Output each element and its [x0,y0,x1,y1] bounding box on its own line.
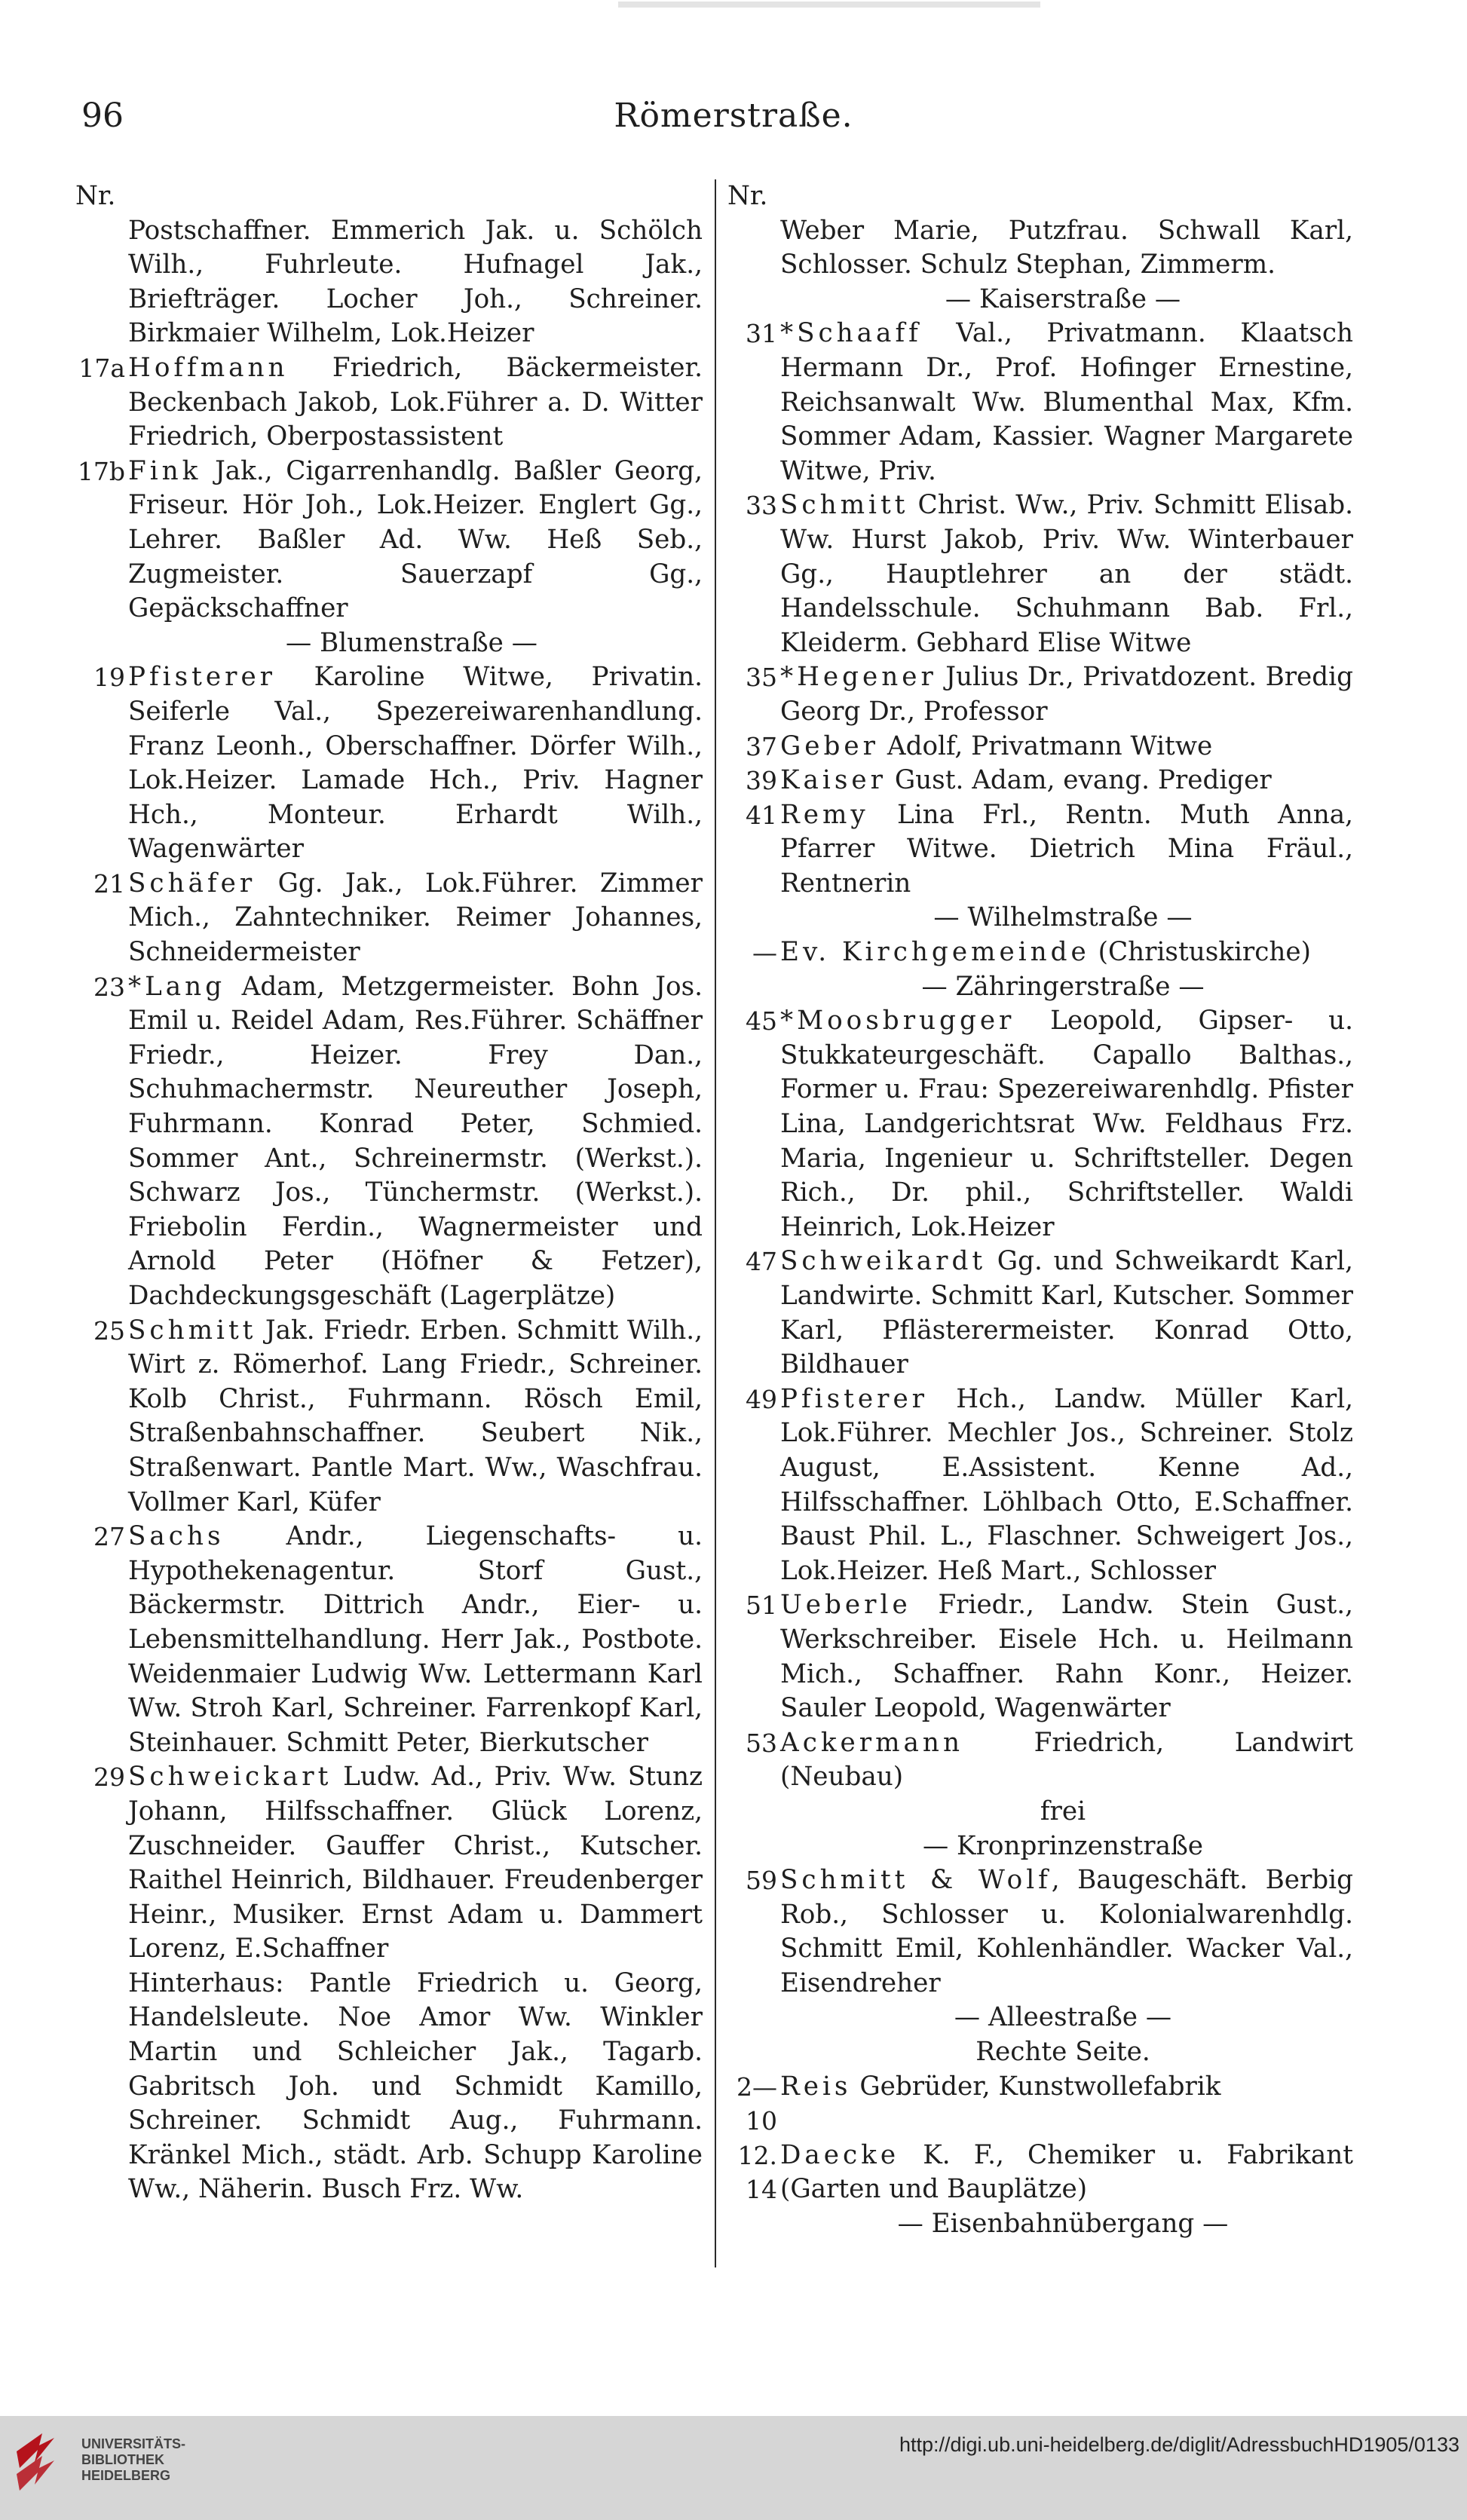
footer-band [0,2416,1467,2520]
entry-text [780,2070,1353,2139]
address-entry [75,660,703,867]
residents-text: Friedr., Landw. Stein Gust., Werkschreiber. Eisele Hch. u. Heilmann Mich., Schaffner. Rahn Konr., Heizer. Sauler Leopold, Wagenwärter [780,1590,1353,1724]
residents-text: K. F., Chemiker u. Fabrikant (Garten und Bauplätze) [780,2139,1353,2205]
entry-text [128,214,703,351]
residents-text: , Baugeschäft. Berbig Rob., Schlosser u. Kolonialwarenhdlg. Schmitt Emil, Kohlenhändler. Wacker Val., Eisendreher [780,1865,1353,1998]
residents-text: (Christuskirche) [1089,937,1311,968]
residents-text: Christ. Ww., Priv. Schmitt Elisab. Ww. Hurst Jakob, Priv. Ww. Winterbauer Gg., Hauptlehrer an der städt. Handelsschule. Schuhmann Bab. Frl., Kleiderm. Gebhard Elise Witwe [780,490,1353,658]
owner-name: Ackermann [780,1727,963,1758]
entry-text [780,764,1353,798]
page-number: 96 [81,96,124,135]
address-entry [727,214,1353,283]
entry-text [780,660,1353,729]
residents-text: Gg. und Schweikardt Karl, Landwirte. Schmitt Karl, Kutscher. Sommer Karl, Pflästerermeister. Konrad Otto, Bildhauer [780,1246,1353,1380]
address-entry [727,798,1353,902]
residents-text: Leopold, Gipser- u. Stukkateurgeschäft. Capallo Balthas., Former u. Frau: Spezereiwarenhdlg. Pfister Lina, Landgerichtsrat Ww. Feldhaus Frz. Maria, Ingenieur u. Schriftsteller. Degen Rich., Dr. phil., Schriftsteller. Waldi Heinrich, Lok.Heizer [780,1006,1353,1242]
owner-name: Ueberle [780,1590,911,1621]
house-number: 21 [93,868,125,899]
owner-name: Reis [780,2071,852,2102]
residents-text: Gg. Jak., Lok.Führer. Zimmer Mich., Zahntechniker. Reimer Johannes, Schneidermeister [128,868,703,968]
library-name [81,2436,185,2484]
street-heading: — Eisenbahnübergang — [897,2209,1229,2240]
owner-name: Sachs [128,1521,225,1552]
owner-name: Pfisterer [780,1383,929,1414]
residents-text: Adam, Metzgermeister. Bohn Jos. Emil u. Reidel Adam, Res.Führer. Schäffner Friedr., Heizer. Frey Dan., Schuhmachermstr. Neureuther Joseph, Fuhrmann. Konrad Peter, Schmied. Sommer Ant., Schreinermstr. (Werkst.). Schwarz Jos., Tünchermstr. (Werkst.). Friebolin Ferdin., Wagnermeister und Arnold Peter (Höfner & Fetzer), Dachdeckungsgeschäft (Lagerplätze) [128,971,703,1311]
house-number: 27 [93,1522,125,1552]
entry-text [128,660,703,867]
residents-text: Hinterhaus: Pantle Friedrich u. Georg, Handelsleute. Noe Amor Ww. Winkler Martin und Schleicher Jak., Tagarb. Gabritsch Joh. und Schmidt Kamillo, Schreiner. Schmidt Aug., Fuhrmann. Kränkel Mich., städt. Arb. Schupp Karoline Ww., Näherin. Busch Frz. Ww. [128,1967,703,2205]
street-heading: — Wilhelmstraße — [933,902,1193,933]
source-url-link[interactable]: http://digi.ub.uni-heidelberg.de/diglit/AdressbuchHD1905/0133 [899,2433,1459,2456]
library-name-line: BIBLIOTHEK [81,2452,164,2467]
entry-text [780,1588,1353,1725]
address-entry [75,455,703,626]
owner-name: Geber [780,730,880,761]
house-number: 19 [93,663,125,693]
house-number: — [752,938,777,968]
house-number: 39 [746,766,777,796]
house-number: 12. 14 [737,2140,777,2205]
address-entry [727,1382,1353,1589]
residents-text: Andr., Liegenschafts- u. Hypothekenagentur. Storf Gust., Bäckermstr. Dittrich Andr., Eier- u. Lebensmittelhandlung. Herr Jak., Postbote. Weidenmaier Ludwig Ww. Lettermann Karl Ww. Stroh Karl, Schreiner. Farrenkopf Karl, Steinhauer. Schmitt Peter, Bierkutscher [128,1521,703,1758]
address-entry [727,317,1353,488]
entry-text [780,2139,1353,2207]
house-number: 29 [93,1762,125,1793]
residents-text: Postschaffner. Emmerich Jak. u. Schölch Wilh., Fuhrleute. Hufnagel Jak., Briefträger. Locher Joh., Schreiner. Birkmaier Wilhelm, Lok.Heizer [128,215,703,349]
street-heading: — Zähringerstraße — [921,971,1205,1002]
house-number: 59 [746,1866,777,1896]
entry-text [780,730,1353,764]
owner-name: Schmitt [128,1315,257,1346]
house-number: 33 [746,491,777,521]
entry-text [128,351,703,455]
owner-name: Kaiser [780,765,887,796]
residents-text: Friedrich, Bäckermeister. Beckenbach Jakob, Lok.Führer a. D. Witter Friedrich, Oberpostassistent [128,352,703,452]
house-number: 31 [746,319,777,349]
address-entry [75,1760,703,1967]
owner-name: Hoffmann [128,352,289,383]
house-number [727,214,780,283]
entry-text [128,867,703,970]
entry-text [780,798,1353,902]
address-entry [727,2070,1353,2139]
column-divider [715,179,716,2267]
address-entry [75,1314,703,1520]
library-name-line: UNIVERSITÄTS- [81,2436,186,2451]
address-entry [727,660,1353,729]
house-number: 53 [746,1728,777,1758]
centered-note: Rechte Seite. [975,2037,1150,2068]
house-number: 37 [746,731,777,761]
owner-name: Schäfer [128,868,256,899]
address-entry [75,970,703,1314]
residents-text: Val., Privatmann. Klaatsch Hermann Dr., Prof. Hofinger Ernestine, Reichsanwalt Ww. Blumenthal Max, Kfm. Sommer Adam, Kassier. Wagner Margarete Witwe, Priv. [780,318,1353,486]
centered-note: frei [1040,1796,1086,1826]
owner-name: *Schaaff [780,318,922,349]
owner-name: *Moosbrugger [780,1006,1015,1036]
entry-text [780,1004,1353,1245]
residents-text: Weber Marie, Putzfrau. Schwall Karl, Schlosser. Schulz Stephan, Zimmerm. [780,215,1353,280]
residents-text: Adolf, Privatmann Witwe [879,730,1213,761]
residents-text: Jak., Cigarrenhandlg. Baßler Georg, Friseur. Hör Joh., Lok.Heizer. Englert Gg., Lehrer. Baßler Ad. Ww. Heß Seb., Zugmeister. Sauerzapf Gg., Gepäckschaffner [128,455,703,624]
owner-name: *Lang [128,971,226,1002]
entry-text [780,1863,1353,2001]
street-heading: — Kaiserstraße — [945,283,1181,314]
address-entry [75,1967,703,2207]
library-logo-icon [12,2429,59,2504]
entry-text [780,214,1353,283]
address-entry [727,1004,1353,1245]
address-entry [727,2139,1353,2207]
residents-text: Lina Frl., Rentn. Muth Anna, Pfarrer Witwe. Dietrich Mina Fräul., Rentnerin [780,799,1353,899]
house-number: 45 [746,1006,777,1036]
house-number [75,214,128,351]
address-entry [727,764,1353,798]
house-number: 17a [78,353,125,383]
owner-name: Schmitt [780,490,909,521]
house-number: 2—10 [737,2071,777,2136]
residents-text: Friedrich, Landwirt (Neubau) [780,1727,1353,1793]
entry-text [128,1520,703,1760]
entry-text [128,1314,703,1520]
address-entry [727,1863,1353,2001]
library-name-line: HEIDELBERG [81,2468,171,2483]
house-number: 35 [746,663,777,693]
address-entry [75,214,703,351]
residents-text: Gust. Adam, evang. Prediger [886,765,1272,796]
house-number: 47 [746,1247,777,1277]
column-header-number: Nr. [727,181,768,211]
address-entry [727,1588,1353,1725]
owner-name: Ev. Kirchgemeinde [780,937,1090,968]
house-number: 49 [746,1384,777,1414]
owner-name: Schweikardt [780,1246,987,1277]
house-number [75,1967,128,2207]
house-number: 17b [77,456,125,486]
page-title: Römerstraße. [614,96,853,135]
entry-text [780,1245,1353,1382]
entry-text [128,1967,703,2207]
residents-text: Hch., Landw. Müller Karl, Lok.Führer. Mechler Jos., Schreiner. Stolz August, E.Assistent. Kenne Ad., Hilfsschaffner. Löhlbach Otto, E.Schaffner. Baust Phil. L., Flaschner. Schweigert Jos., Lok.Heizer. Heß Mart., Schlosser [780,1383,1353,1586]
address-entry [75,351,703,455]
left-column [75,179,703,2267]
owner-name: Fink [128,455,202,486]
house-number: 23 [93,972,125,1002]
owner-name: Pfisterer [128,662,277,693]
residents-text: Karoline Witwe, Privatin. Seiferle Val., Spezereiwarenhandlung. Franz Leonh., Oberschaffner. Dörfer Wilh., Lok.Heizer. Lamade Hch., Priv. Hagner Hch., Monteur. Erhardt Wilh., Wagenwärter [128,662,703,865]
entry-text [128,1760,703,1967]
column-header-number: Nr. [75,181,116,211]
address-entry [727,488,1353,660]
owner-name: Remy [780,799,869,830]
residents-text: Gebrüder, Kunstwollefabrik [851,2071,1221,2102]
address-entry [727,730,1353,764]
entry-text [128,970,703,1314]
entry-text [780,317,1353,488]
address-entry [727,1245,1353,1382]
owner-name: Daecke [780,2139,900,2170]
entry-text [780,488,1353,660]
street-heading: — Blumenstraße — [286,627,537,658]
address-entry [727,935,1353,970]
entry-text [128,455,703,626]
right-column [727,179,1353,2267]
residents-text: Jak. Friedr. Erben. Schmitt Wilh., Wirt z. Römerhof. Lang Friedr., Schreiner. Kolb Christ., Fuhrmann. Rösch Emil, Straßenbahnschaffner. Seubert Nik., Straßenwart. Pantle Mart. Ww., Waschfrau. Vollmer Karl, Küfer [128,1315,703,1517]
address-entry [75,867,703,970]
residents-text: Ludw. Ad., Priv. Ww. Stunz Johann, Hilfsschaffner. Glück Lorenz, Zuschneider. Gauffer Christ., Kutscher. Raithel Heinrich, Bildhauer. Freudenberger Heinr., Musiker. Ernst Adam u. Dammert Lorenz, E.Schaffner [128,1762,703,1964]
owner-name: *Hegener [780,662,937,693]
address-entry [727,1726,1353,1795]
address-entry [75,1520,703,1760]
house-number: 51 [746,1591,777,1621]
residents-text: Julius Dr., Privatdozent. Bredig Georg Dr., Professor [780,662,1353,727]
street-heading: — Alleestraße — [954,2002,1172,2033]
owner-name: Schweickart [128,1762,332,1793]
street-heading: — Kronprinzenstraße [922,1830,1204,1861]
entry-text [780,1726,1353,1795]
entry-text [780,1382,1353,1589]
owner-name: Schmitt & Wolf [780,1865,1052,1896]
entry-text [780,935,1353,970]
house-number: 25 [93,1315,125,1346]
house-number: 41 [746,800,777,830]
